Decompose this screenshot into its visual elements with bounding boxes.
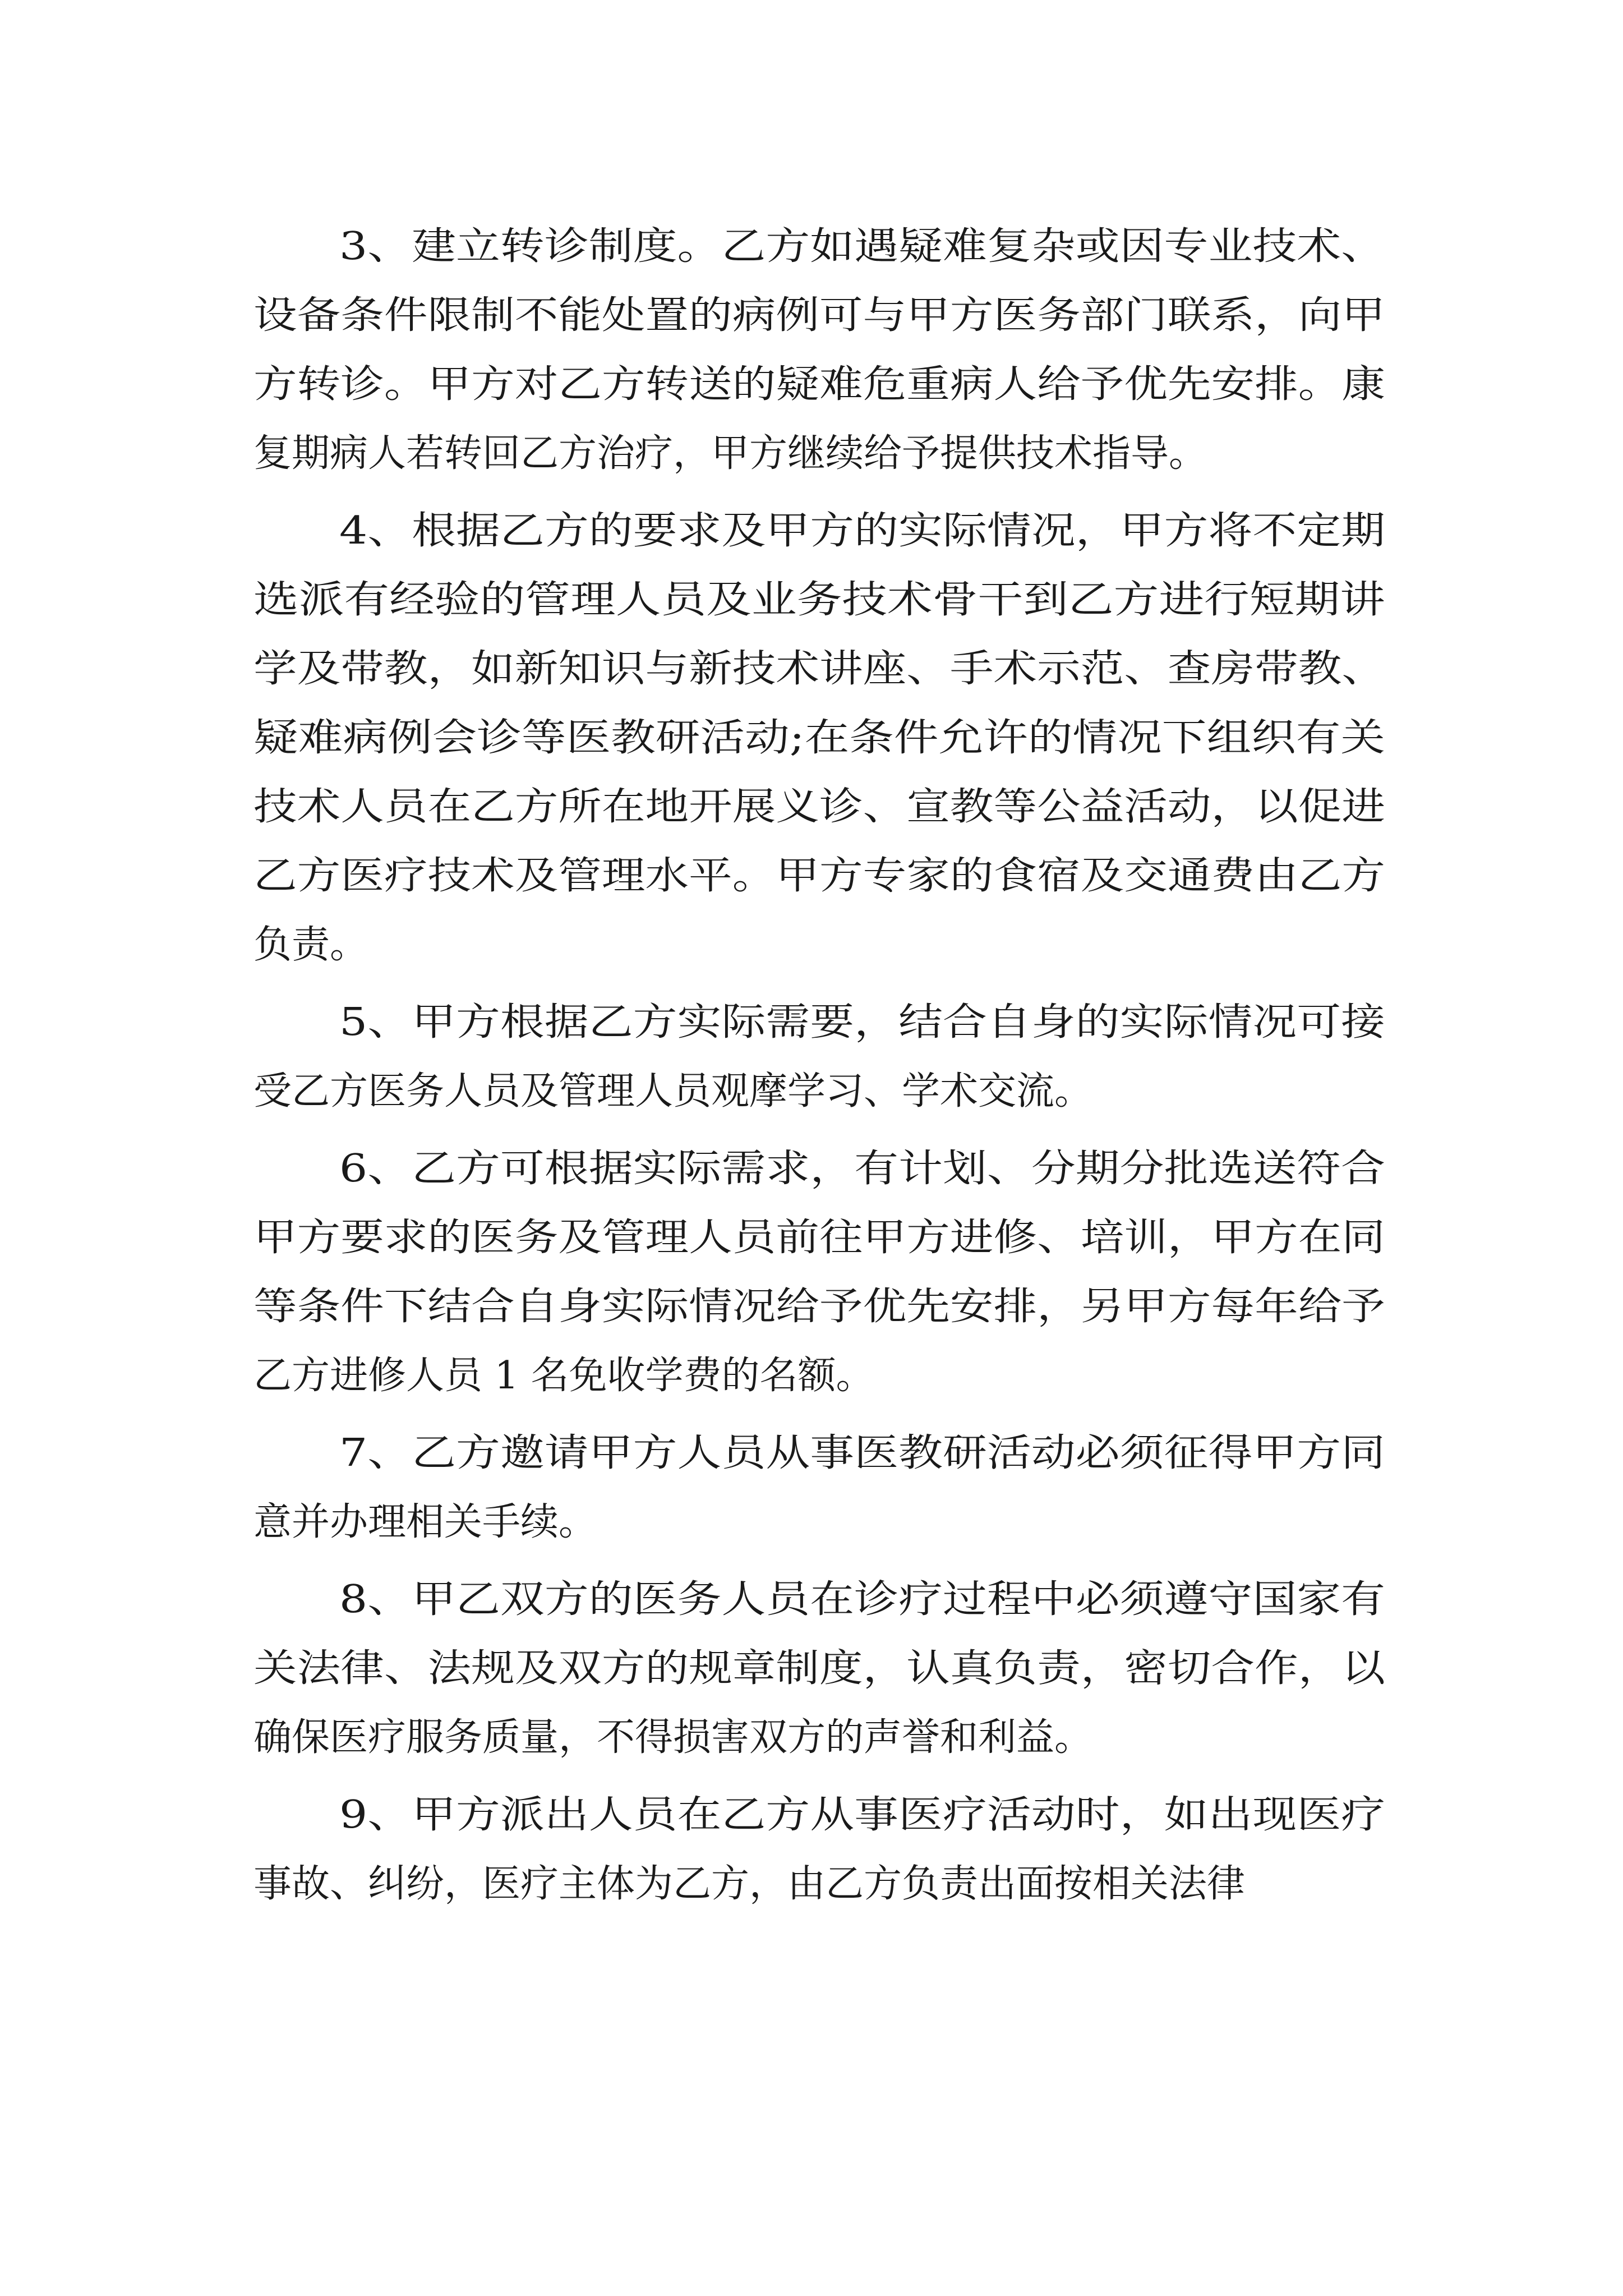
text-line-content: 8、甲乙双方的医务人员在诊疗过程中必须遵守国家有	[339, 1577, 1386, 1622]
text-line	[339, 992, 1386, 1053]
text-line	[253, 354, 1386, 416]
text-line	[253, 1276, 1386, 1338]
text-line-content: 事故、纠纷，医疗主体为乙方，由乙方负责出面按相关法律	[253, 1862, 1246, 1906]
text-line-content: 确保医疗服务质量，不得损害双方的声誉和利益。	[253, 1715, 1093, 1760]
text-line-content: 设备条件限制不能处置的病例可与甲方医务部门联系，向甲	[253, 293, 1386, 338]
text-line-content: 乙方进修人员 1 名免收学费的名额。	[253, 1354, 874, 1398]
text-line	[253, 569, 1385, 631]
text-line	[253, 1207, 1386, 1269]
text-line	[339, 1423, 1386, 1484]
text-line-content: 方转诊。甲方对乙方转送的疑难危重病人给予优先安排。康	[253, 362, 1386, 407]
text-line	[253, 423, 1207, 485]
text-line-content: 学及带教，如新知识与新技术讲座、手术示范、查房带教、	[253, 647, 1386, 691]
text-line-content: 负责。	[253, 923, 368, 967]
text-line-content: 意并办理相关手续。	[253, 1500, 597, 1544]
text-line	[339, 1784, 1386, 1846]
text-line-content: 技术人员在乙方所在地开展义诊、宣教等公益活动，以促进	[253, 785, 1386, 829]
text-line	[253, 845, 1386, 907]
text-line	[253, 1345, 874, 1407]
text-line	[253, 707, 1386, 769]
text-line	[253, 1061, 1092, 1122]
text-line	[339, 500, 1386, 562]
text-line-content: 7、乙方邀请甲方人员从事医教研活动必须征得甲方同	[339, 1431, 1386, 1475]
text-line	[253, 638, 1386, 700]
text-line	[339, 1138, 1386, 1200]
text-line-content: 5、甲方根据乙方实际需要，结合自身的实际情况可接	[339, 1000, 1386, 1045]
text-line-content: 受乙方医务人员及管理人员观摩学习、学术交流。	[253, 1069, 1093, 1114]
text-line-content: 9、甲方派出人员在乙方从事医疗活动时，如出现医疗	[339, 1793, 1386, 1837]
text-line	[253, 776, 1386, 838]
text-line	[253, 914, 368, 976]
text-line-content: 甲方要求的医务及管理人员前往甲方进修、培训，甲方在同	[253, 1216, 1386, 1260]
text-line	[253, 1492, 597, 1553]
text-line-content: 关法律、法规及双方的规章制度，认真负责，密切合作，以	[253, 1646, 1386, 1691]
text-line-content: 乙方医疗技术及管理水平。甲方专家的食宿及交通费由乙方	[253, 854, 1386, 898]
text-line-content: 4、根据乙方的要求及甲方的实际情况，甲方将不定期	[339, 509, 1386, 553]
text-line-content: 等条件下结合自身实际情况给予优先安排，另甲方每年给予	[253, 1285, 1386, 1329]
text-line-content: 3、建立转诊制度。乙方如遇疑难复杂或因专业技术、	[339, 224, 1386, 269]
text-line-content: 选派有经验的管理人员及业务技术骨干到乙方进行短期讲	[253, 578, 1385, 622]
text-line	[253, 1853, 1245, 1915]
text-line	[339, 1569, 1386, 1631]
text-line	[253, 1638, 1386, 1700]
text-line	[253, 285, 1386, 347]
text-line-content: 复期病人若转回乙方治疗，甲方继续给予提供技术指导。	[253, 431, 1207, 476]
text-line-content: 6、乙方可根据实际需求，有计划、分期分批选送符合	[339, 1147, 1386, 1191]
text-line	[253, 1707, 1092, 1769]
text-line	[339, 216, 1386, 278]
text-line-content: 疑难病例会诊等医教研活动;在条件允许的情况下组织有关	[253, 716, 1386, 760]
